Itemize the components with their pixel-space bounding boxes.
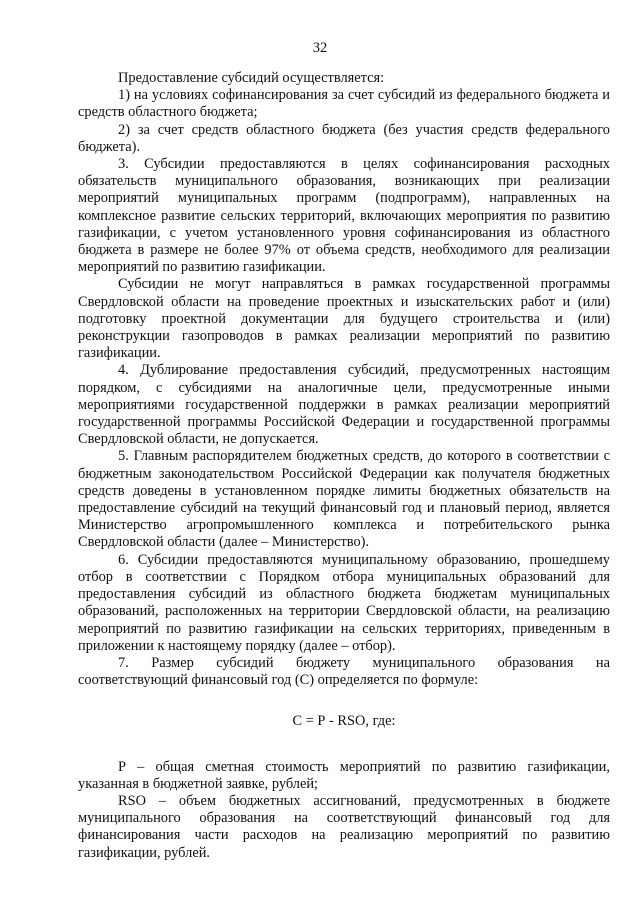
definition-p: Р – общая сметная стоимость мероприятий по развитию газификации, указанная в бюджетной заявке, рублей; xyxy=(78,758,610,792)
paragraph-item-2: 2) за счет средств областного бюджета (без участия средств федерального бюджета). xyxy=(78,121,610,155)
page-number: 32 xyxy=(312,40,328,56)
formula: С = Р - RSO, где: xyxy=(292,713,396,730)
paragraph-clause-4: 4. Дублирование предоставления субсидий, предусмотренных настоящим порядком, с субсидиями на аналогичные цели, предусмотренные иными мероприятиями государственной поддержки в рамках реализации мероприятий государственной программы Российской Федерации и государственной программы Свердловской области, не допускается. xyxy=(78,362,610,448)
paragraph-clause-7: 7. Размер субсидий бюджету муниципального образования на соответствующий финансовый год (С) определяется по формуле: xyxy=(78,654,610,689)
paragraph-intro: Предоставление субсидий осуществляется: xyxy=(118,70,385,86)
definition-rso: RSO – объем бюджетных ассигнований, предусмотренных в бюджете муниципального образования на соответствующий финансовый год для финансирования части расходов на реализацию мероприятий по развитию газификации, рублей. xyxy=(78,792,610,861)
paragraph-restriction: Субсидии не могут направляться в рамках государственной программы Свердловской области на проведение проектных и изыскательских работ и (или) подготовку проектной документации для будущего строительства и (или) реконструкции газопроводов в рамках реализации мероприятий по развитию газификации. xyxy=(78,276,610,362)
paragraph-clause-3: 3. Субсидии предоставляются в целях софинансирования расходных обязательств муниципального образования, возникающих при реализации мероприятий муниципальных программ (подпрограмм), направленных на комплексное развитие сельских территорий, включающих мероприятия по развитию газификации, с учетом установленного уровня софинансирования из областного бюджета в размере не более 97% от объема средств, необходимого для реализации мероприятий по развитию газификации. xyxy=(78,156,610,276)
paragraph-clause-5: 5. Главным распорядителем бюджетных средств, до которого в соответствии с бюджетным законодательством Российской Федерации как получателя бюджетных средств доведены в установленном порядке лимиты бюджетных обязательств на предоставление субсидий на текущий финансовый год и плановый период, является Министерство агропромышленного комплекса и потребительского рынка Свердловской области (далее – Министерство). xyxy=(78,448,610,551)
paragraph-item-1: 1) на условиях софинансирования за счет субсидий из федерального бюджета и средств областного бюджета; xyxy=(78,87,610,121)
document-body xyxy=(78,70,610,862)
paragraph-clause-6: 6. Субсидии предоставляются муниципальному образованию, прошедшему отбор в соответствии с Порядком отбора муниципальных образований для предоставления субсидий из областного бюджета бюджетам муниципальных образований, расположенных на территории Свердловской области, на реализацию мероприятий по развитию газификации на сельских территориях, приведенным в приложении к настоящему порядку (далее – отбор). xyxy=(78,551,610,654)
